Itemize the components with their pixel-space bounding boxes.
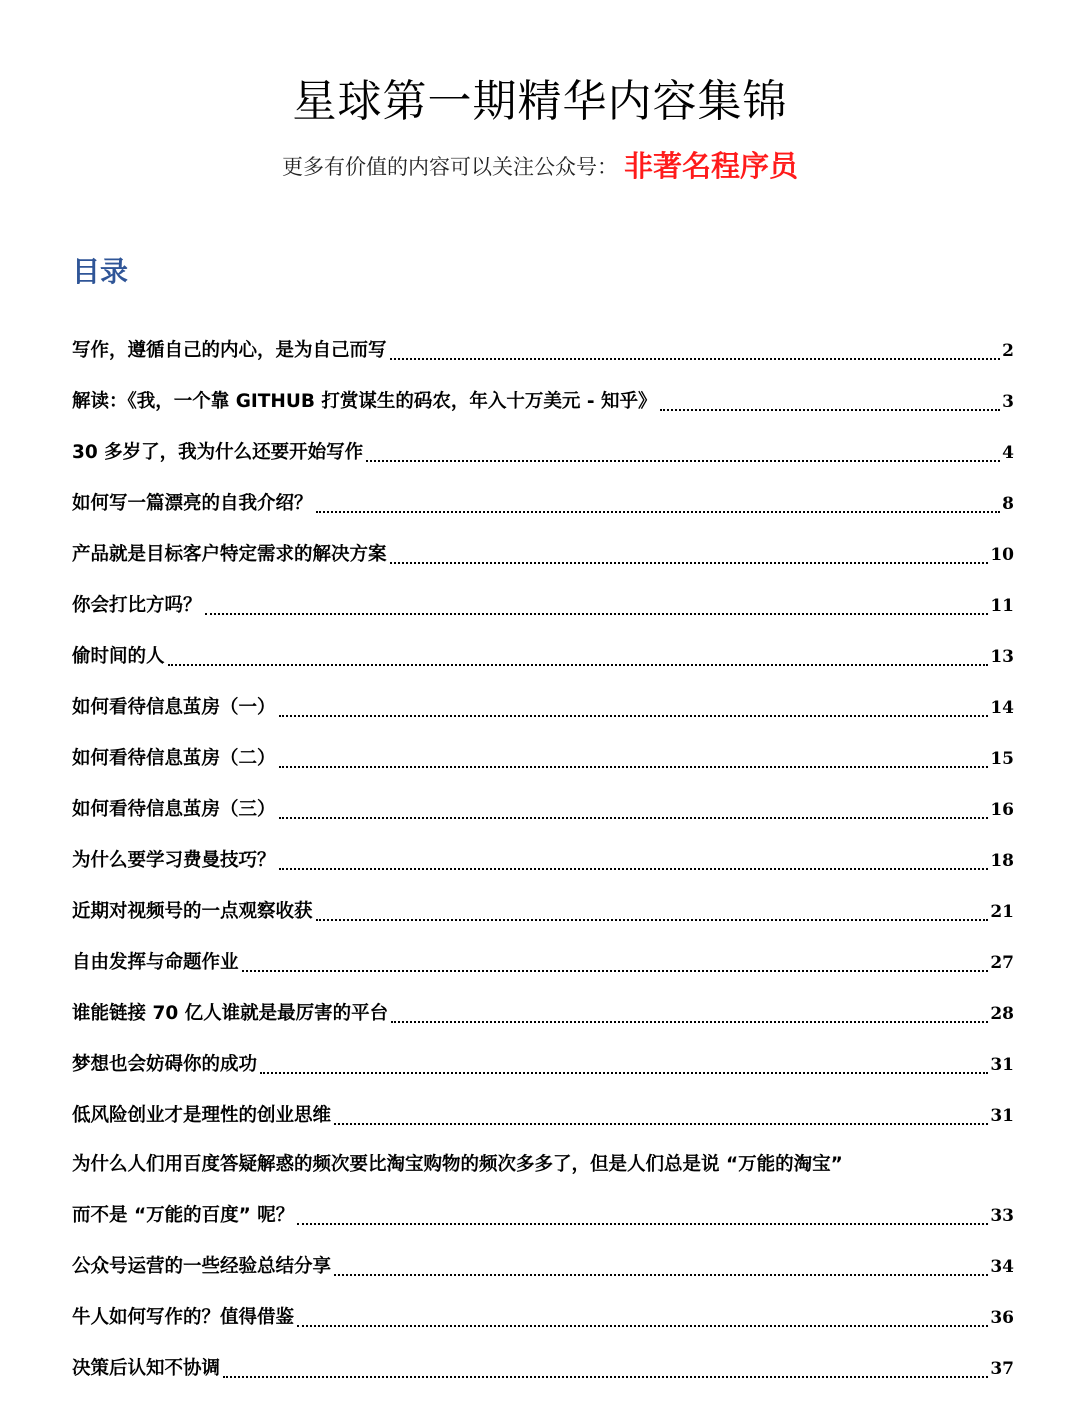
toc-entry-page: 11 xyxy=(990,596,1014,616)
toc-entry-title-line1: 为什么人们用百度答疑解惑的频次要比淘宝购物的频次多多了，但是人们总是说 “万能的淘宝” xyxy=(72,1154,843,1175)
toc-entry-title: 如何看待信息茧房（二） xyxy=(72,748,276,769)
toc-entry[interactable] xyxy=(72,573,1014,624)
toc-entry-page: 28 xyxy=(990,1004,1014,1024)
toc-entry-page: 10 xyxy=(990,545,1014,565)
toc-entry[interactable] xyxy=(72,930,1014,981)
toc-entry-page: 37 xyxy=(990,1359,1014,1379)
toc-entry-title: 如何看待信息茧房（三） xyxy=(72,799,276,820)
table-of-contents xyxy=(72,318,1014,1387)
toc-entry-page: 31 xyxy=(990,1106,1014,1126)
toc-entry[interactable] xyxy=(72,318,1014,369)
toc-entry-title: 谁能链接 70 亿人谁就是最厉害的平台 xyxy=(72,1003,389,1024)
toc-entry[interactable] xyxy=(72,879,1014,930)
dot-leader xyxy=(366,460,1000,462)
toc-entry-page: 36 xyxy=(990,1308,1014,1328)
toc-entry-page: 18 xyxy=(990,851,1014,871)
toc-entry[interactable] xyxy=(72,522,1014,573)
account-name: 非著名程序员 xyxy=(623,149,798,183)
toc-entry[interactable] xyxy=(72,420,1014,471)
toc-entry[interactable] xyxy=(72,1285,1014,1336)
dot-leader xyxy=(391,1021,988,1023)
dot-leader xyxy=(316,919,989,921)
toc-entry-title: 梦想也会妨碍你的成功 xyxy=(72,1054,258,1075)
toc-entry-title: 近期对视频号的一点观察收获 xyxy=(72,901,313,922)
dot-leader xyxy=(279,868,989,870)
toc-entry[interactable] xyxy=(72,726,1014,777)
dot-leader xyxy=(660,409,1001,411)
dot-leader xyxy=(279,817,989,819)
toc-entry-page: 34 xyxy=(990,1257,1014,1277)
toc-entry-page: 13 xyxy=(990,647,1014,667)
dot-leader xyxy=(223,1376,988,1378)
toc-entry-title: 如何看待信息茧房（一） xyxy=(72,697,276,718)
dot-leader xyxy=(297,1325,988,1327)
toc-heading: 目录 xyxy=(72,255,129,288)
toc-entry-page: 8 xyxy=(1002,494,1014,514)
toc-entry-page: 3 xyxy=(1002,392,1014,412)
toc-entry-title: 牛人如何写作的？值得借鉴 xyxy=(72,1307,295,1328)
toc-entry[interactable] xyxy=(72,675,1014,726)
toc-entry[interactable] xyxy=(72,1032,1014,1083)
toc-entry-title: 决策后认知不协调 xyxy=(72,1358,221,1379)
toc-entry-page: 4 xyxy=(1002,443,1014,463)
dot-leader xyxy=(334,1123,988,1125)
toc-entry-page: 21 xyxy=(990,902,1014,922)
document-title: 星球第一期精华内容集锦 xyxy=(292,76,788,127)
toc-entry[interactable] xyxy=(72,1234,1014,1285)
dot-leader xyxy=(297,1223,988,1225)
toc-entry[interactable] xyxy=(72,471,1014,522)
dot-leader xyxy=(242,970,989,972)
toc-entry[interactable] xyxy=(72,1336,1014,1387)
dot-leader xyxy=(390,562,989,564)
dot-leader xyxy=(279,766,989,768)
dot-leader xyxy=(168,664,989,666)
dot-leader xyxy=(390,358,1001,360)
toc-entry[interactable] xyxy=(72,981,1014,1032)
subtitle-prefix: 更多有价值的内容可以关注公众号： xyxy=(281,155,618,179)
toc-entry-page: 33 xyxy=(990,1206,1014,1226)
toc-entry[interactable] xyxy=(72,1083,1014,1134)
toc-entry-page: 2 xyxy=(1002,341,1014,361)
toc-entry-line2 xyxy=(72,1183,1014,1234)
toc-entry-title: 写作，遵循自己的内心，是为自己而写 xyxy=(72,340,387,361)
toc-entry[interactable] xyxy=(72,777,1014,828)
toc-entry-page: 14 xyxy=(990,698,1014,718)
toc-entry-page: 15 xyxy=(990,749,1014,769)
toc-entry[interactable] xyxy=(72,828,1014,879)
toc-entry-title: 如何写一篇漂亮的自我介绍？ xyxy=(72,493,313,514)
toc-entry-page: 31 xyxy=(990,1055,1014,1075)
toc-entry-title: 你会打比方吗？ xyxy=(72,595,202,616)
dot-leader xyxy=(260,1072,988,1074)
toc-entry-title: 解读：《我，一个靠 GITHUB 打赏谋生的码农，年入十万美元 - 知乎》 xyxy=(72,391,657,412)
toc-entry-page: 16 xyxy=(990,800,1014,820)
subtitle xyxy=(0,146,1080,187)
dot-leader xyxy=(279,715,989,717)
toc-entry-title: 30 多岁了，我为什么还要开始写作 xyxy=(72,442,364,463)
dot-leader xyxy=(334,1274,988,1276)
toc-entry[interactable] xyxy=(72,1134,1014,1234)
toc-entry[interactable] xyxy=(72,369,1014,420)
toc-entry-title: 产品就是目标客户特定需求的解决方案 xyxy=(72,544,387,565)
toc-entry-page: 27 xyxy=(990,953,1014,973)
toc-entry-title-line2: 而不是 “万能的百度” 呢？ xyxy=(72,1205,295,1226)
toc-entry-title: 公众号运营的一些经验总结分享 xyxy=(72,1256,332,1277)
dot-leader xyxy=(316,511,1001,513)
toc-entry-title: 自由发挥与命题作业 xyxy=(72,952,239,973)
toc-entry-title: 为什么要学习费曼技巧？ xyxy=(72,850,276,871)
toc-entry-title: 偷时间的人 xyxy=(72,646,165,667)
dot-leader xyxy=(205,613,989,615)
toc-entry[interactable] xyxy=(72,624,1014,675)
toc-entry-title: 低风险创业才是理性的创业思维 xyxy=(72,1105,332,1126)
